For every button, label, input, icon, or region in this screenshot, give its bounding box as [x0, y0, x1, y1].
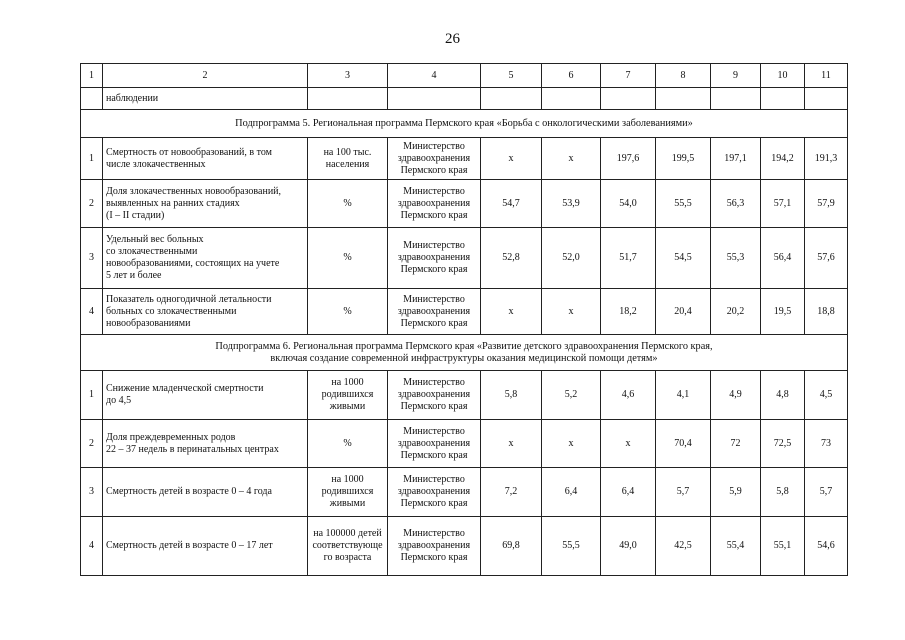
- value-cell: 54,0: [601, 180, 656, 228]
- value-cell: 52,8: [481, 228, 542, 289]
- value-cell: 19,5: [761, 289, 805, 335]
- value-cell: х: [481, 138, 542, 180]
- header-cell: 9: [711, 64, 761, 88]
- value-cell: 42,5: [656, 517, 711, 576]
- indicator-name: Смертность детей в возрасте 0 – 4 года: [103, 468, 308, 517]
- value-cell: 7,2: [481, 468, 542, 517]
- header-cell: 6: [542, 64, 601, 88]
- value-cell: 191,3: [805, 138, 848, 180]
- cell-empty: [761, 88, 805, 110]
- row-number: 4: [81, 517, 103, 576]
- value-cell: 72: [711, 420, 761, 468]
- value-cell: х: [542, 420, 601, 468]
- responsible-body: Министерство здравоохранения Пермского края: [388, 517, 481, 576]
- value-cell: 5,9: [711, 468, 761, 517]
- table-row: [81, 420, 848, 468]
- table-row: [81, 289, 848, 335]
- value-cell: 55,4: [711, 517, 761, 576]
- value-cell: 4,9: [711, 371, 761, 420]
- value-cell: 51,7: [601, 228, 656, 289]
- responsible-body: Министерство здравоохранения Пермского края: [388, 180, 481, 228]
- value-cell: 18,8: [805, 289, 848, 335]
- value-cell: х: [542, 289, 601, 335]
- value-cell: 52,0: [542, 228, 601, 289]
- cell-empty: [542, 88, 601, 110]
- responsible-body: Министерство здравоохранения Пермского края: [388, 468, 481, 517]
- value-cell: 197,6: [601, 138, 656, 180]
- responsible-body: Министерство здравоохранения Пермского края: [388, 371, 481, 420]
- indicator-unit: %: [308, 420, 388, 468]
- value-cell: х: [542, 138, 601, 180]
- value-cell: 5,7: [656, 468, 711, 517]
- table-row: [81, 517, 848, 576]
- indicator-unit: на 1000 родившихся живыми: [308, 371, 388, 420]
- header-cell: 10: [761, 64, 805, 88]
- value-cell: 69,8: [481, 517, 542, 576]
- value-cell: 4,5: [805, 371, 848, 420]
- value-cell: 5,8: [481, 371, 542, 420]
- value-cell: 55,3: [711, 228, 761, 289]
- section-title: Подпрограмма 6. Региональная программа Пермского края «Развитие детского здравоохранения Пермского края, включая создание современной инфраструктуры оказания медицинской помощи детям»: [81, 335, 848, 371]
- page-number: 26: [445, 31, 460, 47]
- value-cell: 20,2: [711, 289, 761, 335]
- value-cell: 57,9: [805, 180, 848, 228]
- cell-empty: [711, 88, 761, 110]
- value-cell: 5,7: [805, 468, 848, 517]
- cell-empty: [656, 88, 711, 110]
- value-cell: 194,2: [761, 138, 805, 180]
- indicator-name: Удельный вес больных со злокачественными новообразованиями, состоящих на учете 5 лет и более: [103, 228, 308, 289]
- value-cell: х: [481, 420, 542, 468]
- indicator-name: Показатель одногодичной летальности больных со злокачественными новообразованиями: [103, 289, 308, 335]
- value-cell: 53,9: [542, 180, 601, 228]
- section-title-row: [81, 335, 848, 371]
- indicator-name: Доля злокачественных новообразований, выявленных на ранних стадиях (I – II стадии): [103, 180, 308, 228]
- header-cell: 3: [308, 64, 388, 88]
- table-row: [81, 228, 848, 289]
- value-cell: 5,8: [761, 468, 805, 517]
- indicator-name: Смертность детей в возрасте 0 – 17 лет: [103, 517, 308, 576]
- cell-empty: [308, 88, 388, 110]
- indicator-unit: %: [308, 228, 388, 289]
- indicator-name: Доля преждевременных родов 22 – 37 недель в перинатальных центрах: [103, 420, 308, 468]
- continuation-row: [81, 88, 848, 110]
- table-row: [81, 138, 848, 180]
- row-number: 2: [81, 180, 103, 228]
- header-cell: 5: [481, 64, 542, 88]
- header-cell: 1: [81, 64, 103, 88]
- header-cell: 8: [656, 64, 711, 88]
- responsible-body: Министерство здравоохранения Пермского края: [388, 420, 481, 468]
- header-cell: 11: [805, 64, 848, 88]
- value-cell: 55,5: [542, 517, 601, 576]
- value-cell: 197,1: [711, 138, 761, 180]
- value-cell: 72,5: [761, 420, 805, 468]
- value-cell: 54,7: [481, 180, 542, 228]
- row-number: 2: [81, 420, 103, 468]
- row-number: 3: [81, 228, 103, 289]
- value-cell: 4,1: [656, 371, 711, 420]
- value-cell: 54,6: [805, 517, 848, 576]
- value-cell: 49,0: [601, 517, 656, 576]
- section-title-row: [81, 110, 848, 138]
- value-cell: 4,8: [761, 371, 805, 420]
- value-cell: 70,4: [656, 420, 711, 468]
- cell-empty: [601, 88, 656, 110]
- value-cell: 55,1: [761, 517, 805, 576]
- row-number: 4: [81, 289, 103, 335]
- value-cell: 4,6: [601, 371, 656, 420]
- header-cell: 2: [103, 64, 308, 88]
- header-cell: 7: [601, 64, 656, 88]
- value-cell: 18,2: [601, 289, 656, 335]
- table-row: [81, 468, 848, 517]
- indicator-name: Снижение младенческой смертности до 4,5: [103, 371, 308, 420]
- indicator-unit: %: [308, 289, 388, 335]
- value-cell: х: [601, 420, 656, 468]
- indicators-table: [80, 63, 848, 576]
- cell-empty: [388, 88, 481, 110]
- indicator-unit: на 100000 детей соответствующе го возраста: [308, 517, 388, 576]
- indicator-name: наблюдении: [103, 88, 308, 110]
- header-row: [81, 64, 848, 88]
- responsible-body: Министерство здравоохранения Пермского края: [388, 138, 481, 180]
- cell-empty: [81, 88, 103, 110]
- value-cell: 54,5: [656, 228, 711, 289]
- cell-empty: [481, 88, 542, 110]
- section-title: Подпрограмма 5. Региональная программа Пермского края «Борьба с онкологическими заболеваниями»: [81, 110, 848, 138]
- value-cell: х: [481, 289, 542, 335]
- value-cell: 20,4: [656, 289, 711, 335]
- value-cell: 57,6: [805, 228, 848, 289]
- table-body: [81, 64, 848, 576]
- indicator-unit: на 100 тыс. населения: [308, 138, 388, 180]
- responsible-body: Министерство здравоохранения Пермского края: [388, 228, 481, 289]
- value-cell: 6,4: [542, 468, 601, 517]
- indicator-unit: на 1000 родившихся живыми: [308, 468, 388, 517]
- value-cell: 199,5: [656, 138, 711, 180]
- header-cell: 4: [388, 64, 481, 88]
- indicator-unit: %: [308, 180, 388, 228]
- value-cell: 56,3: [711, 180, 761, 228]
- value-cell: 5,2: [542, 371, 601, 420]
- value-cell: 73: [805, 420, 848, 468]
- value-cell: 55,5: [656, 180, 711, 228]
- value-cell: 57,1: [761, 180, 805, 228]
- value-cell: 6,4: [601, 468, 656, 517]
- table-row: [81, 371, 848, 420]
- value-cell: 56,4: [761, 228, 805, 289]
- row-number: 1: [81, 371, 103, 420]
- indicator-name: Смертность от новообразований, в том числе злокачественных: [103, 138, 308, 180]
- row-number: 3: [81, 468, 103, 517]
- responsible-body: Министерство здравоохранения Пермского края: [388, 289, 481, 335]
- cell-empty: [805, 88, 848, 110]
- row-number: 1: [81, 138, 103, 180]
- table-row: [81, 180, 848, 228]
